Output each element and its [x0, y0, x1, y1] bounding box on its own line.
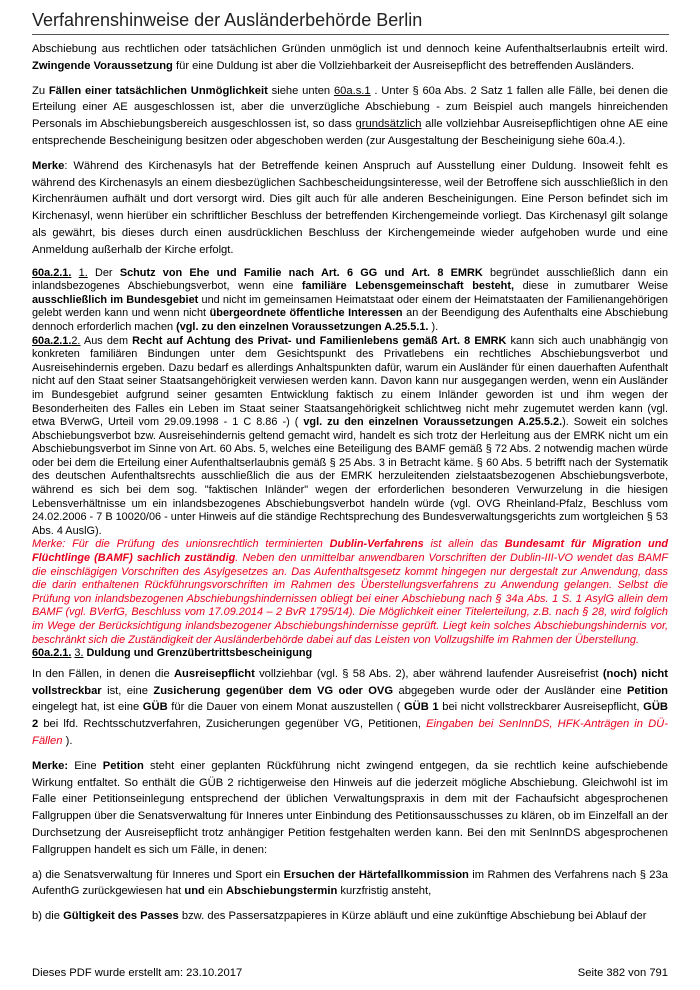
text-run: ein: [204, 885, 227, 898]
text-run: grundsätzlich: [355, 118, 422, 131]
paragraph: [32, 666, 668, 750]
text-run: eingelegt hat, ist eine: [32, 701, 143, 714]
text-run: und: [184, 885, 205, 898]
text-run: kann sich auch unabhängig von konkreten familiären Bindungen unter dem Gesichtspunkt des Privatlebens ein rechtliches Abschiebungsverbot und Ausreisehindernis ergeben. Dazu bedarf es allerdings Anhaltspunkten dafür, warum ein Ausländer für einen dauerhaften Aufenthalt nicht auf den Staat seiner Staatsangehörigkeit verwiesen werden kann. Davon kann nur ausgegangen werden, wenn ein Ausländer im Bundesgebiet aufgrund seiner gesamten Entwicklung faktisch zu einem Inländer geworden ist und ihm wegen der Besonderheiten des Falles ein Leben im Staat seiner Staatsangehörigkeit schlichtweg nicht mehr zugemutet werden kann (vgl. etwa BVerwG, Urteil vom 29.09.1998 - 1 C 8.86 -) (: [32, 334, 669, 429]
text-run: bzw. des Passersatzpapieres in Kürze abläuft und eine zukünftige Abschiebung bei Ablauf der: [178, 910, 647, 923]
text-run: Eingaben bei SenInnDS, HFK-Anträgen in DÜ-Fällen: [32, 718, 668, 747]
paragraph: [32, 908, 668, 925]
text-run: . Unter § 60a Abs. 2 Satz 1 fallen alle Fälle, bei denen die Erteilung einer AE ausgeschlossen ist, aber die unverzügliche Abschiebung - zum Beispiel auch mangels hinreichenden Personals im Abschiebungsbereich ausgeschlossen ist, so dass: [32, 84, 668, 131]
text-run: GÜB 1: [403, 701, 439, 714]
paragraph: [32, 867, 668, 901]
text-run: (vgl. zu den einzelnen Voraussetzungen A.25.5.1.: [176, 320, 429, 333]
text-run: steht einer geplanten Rückführung nicht zwingend entgegen, da sie rechtlich keine aufschiebende Wirkung entfaltet. So enthält die GÜB 2 richtigerweise den Hinweis auf die jederzeit mögliche Abschiebung. Gleichwohl ist im Falle einer Petitionseinlegung entsprechend der üblichen Verwaltungspraxis in dem mit der Fachaufsicht abgesprochenen Fallgruppen über die Senatsverwaltung für Inneres unter Einbindung des Petitionsausschusses zu klären, ob im Einzelfall an der Durchsetzung der Ausreisepflicht trotz anhängiger Petition festgehalten werden kann. Bei den mit SenInnDS abgesprochenen Fallgruppen handelt es sich um Fälle, in denen:: [32, 759, 669, 856]
paragraph: [32, 647, 668, 661]
page-header: [32, 9, 669, 35]
text-run: Duldung und Grenzübertrittsbescheinigung: [86, 647, 313, 660]
text-run: Merke:: [32, 759, 69, 772]
text-run: Merke: Für die Prüfung des unionsrechtlich terminierten: [32, 538, 330, 551]
paragraph: [32, 158, 668, 259]
text-run: 1.: [78, 266, 88, 279]
paragraph: [32, 267, 668, 335]
text-run: kurzfristig ansteht,: [337, 885, 432, 898]
text-run: für eine Duldung ist aber die Vollziehbarkeit der Ausreisepflicht des betreffenden Ausländers.: [172, 59, 635, 72]
text-run: im Rahmen des Verfahrens nach § 23a AufenthG zurückgewiesen hat: [32, 868, 668, 898]
text-run: Bundesamt für Migration und Flüchtlinge (BAMF) sachlich zuständig: [32, 538, 669, 565]
creation-date: Dieses PDF wurde erstellt am: 23.10.2017: [32, 967, 243, 979]
text-run: GÜB 2: [32, 701, 669, 731]
text-run: Abschiebungstermin: [226, 885, 338, 898]
text-run: ). Soweit ein solches Abschiebungsverbot bzw. Ausreisehindernis geltend gemacht wird, handelt es sich trotz der Herleitung aus der EMRK nicht um ein Abschiebungsverbot im Sinne von Art. 60 Abs. 5, welches eine Beteiligung des BAMF gemäß § 72 Abs. 2 notwendig machen würde oder bei dem die Erteilung einer Aufenthaltserlaubnis gemäß § 25 Abs. 3 in Betracht käme. § 60 Abs. 5 betrifft nach der Systematik des deutschen Aufenthaltsrechts ausschließlich die aus der EMRK herzuleitenden zielstaatsbezogenen Abschiebungsverbote, während es sich bei dem sog. "faktischen Inländer" wegen der erforderlichen besonderen Verwurzelung in die hiesigen Lebensverhältnisse um ein inlandsbezogenes Abschiebungsverbot handeln würde (vgl. OVG Rheinland-Pfalz, Beschluss vom 24.02.2006 - 7 B 10020/06 - unter Hinweis auf die ständige Rechtsprechung des Bundesverwaltungsgerichts zum wortgleichen § 53 Abs. 4 AuslG).: [32, 416, 668, 537]
text-run: Zu: [32, 84, 49, 97]
text-run: ).: [62, 734, 73, 747]
page-number: Seite 382 von 791: [577, 967, 668, 979]
text-run: alle vollziehbar Ausreisepflichtigen ohne AE eine entsprechende Bescheinigung besitzen oder abgeschoben werden (zur Ausgestaltung der Bescheinigung siehe 60a.4.).: [32, 118, 668, 147]
text-run: siehe unten: [267, 84, 334, 97]
text-run: [71, 267, 78, 279]
paragraph: [32, 41, 668, 75]
text-run: 3.: [74, 647, 84, 660]
text-run: Aus dem: [80, 334, 133, 347]
text-run: diese in zumutbarer Weise: [513, 280, 669, 293]
text-run: ausschließlich im Bundesgebiet: [32, 293, 199, 306]
text-run: an der Beendigung des Aufenthalts eine Abschiebung dennoch erforderlich machen: [32, 307, 668, 333]
text-run: 60a.2.1.: [32, 266, 72, 279]
text-run: a) die Senatsverwaltung für Inneres und Sport ein: [32, 868, 284, 881]
page-footer: [32, 966, 668, 980]
text-run: 60a.2.1.: [32, 647, 72, 660]
text-run: Dublin-Verfahrens: [329, 538, 424, 551]
text-run: bei nicht vollstreckbarer Ausreisepflicht,: [438, 701, 644, 714]
text-run: 2.: [71, 334, 81, 347]
text-run: Ausreisepflicht: [173, 667, 255, 680]
paragraph: [32, 758, 668, 859]
paragraph: [32, 538, 668, 647]
text-run: Recht auf Achtung des Privat- und Familienlebens gemäß Art. 8 EMRK: [132, 334, 507, 347]
text-run: Schutz von Ehe und Familie nach Art. 6 GG und Art. 8 EMRK: [119, 266, 483, 279]
text-run: GÜB: [142, 701, 168, 714]
text-run: Ersuchen der Härtefallkommission: [283, 868, 469, 881]
text-run: vollziehbar (vgl. § 58 Abs. 2), aber während laufender Ausreisefrist: [254, 667, 603, 680]
text-run: für die Dauer von einem Monat auszustellen (: [167, 701, 404, 714]
text-run: Zwingende Voraussetzung: [32, 59, 173, 72]
text-run: 60a.2.1.: [32, 334, 72, 347]
text-run: Der: [87, 266, 120, 279]
text-run: Eine: [68, 759, 103, 772]
text-run: : Während des Kirchenasyls hat der Betreffende keinen Anspruch auf Ausstellung einer Duldung. Insoweit fehlt es während des Kirchenasyls an einem diesbezüglichen Sachbescheidungsinteresse, weil der Betroffene sich ausschließlich in den Kirchenräumen aufhält und dort versorgt wird. Dies gilt auch für alle anderen Bescheinigungen. Eine Person befindet sich im Kirchenasyl, wenn hierüber ein schriftlicher Beschluss der betreffenden Kirchengemeinde vorliegt. Das Kirchenasyl gilt solange als gewährt, bis dieses durch einen ausdrücklichen Beschluss der Kirchengemeinde wieder aufgehoben wurde und eine Anmeldung außerhalb der Kirche erfolgt.: [32, 159, 668, 256]
text-run: b) die: [32, 910, 64, 923]
text-run: Zusicherung gegenüber dem VG oder OVG: [153, 684, 394, 697]
text-run: ist allein das: [423, 538, 505, 551]
document-body: [32, 41, 668, 933]
text-run: vgl. zu den einzelnen Voraussetzungen A.25.5.2.: [303, 416, 563, 429]
text-run: ).: [428, 320, 439, 333]
text-run: In den Fällen, in denen die: [32, 667, 174, 680]
text-run: (noch) nicht vollstreckbar: [32, 667, 668, 697]
text-run: Abschiebung aus rechtlichen oder tatsächlichen Gründen unmöglich ist und dennoch keine Aufenthaltserlaubnis erteilt wird.: [32, 43, 668, 55]
paragraph: [32, 335, 668, 539]
page-title: Verfahrenshinweise der Ausländerbehörde Berlin: [32, 10, 423, 30]
text-run: übergeordnete öffentliche Interessen: [209, 307, 403, 320]
text-run: abgegeben wurde oder der Ausländer eine: [393, 684, 627, 697]
text-run: und nicht im gemeinsamen Heimatstaat oder einem der Heimatstaaten der Familienangehörigen gelebt werden kann und wenn nicht: [32, 293, 668, 320]
text-run: Fällen einer tatsächlichen Unmöglichkeit: [48, 84, 268, 97]
text-run: Petition: [102, 759, 144, 772]
text-run: 60a.s.1: [333, 84, 371, 97]
text-run: Gültigkeit des Passes: [63, 910, 179, 923]
text-run: ist, eine: [101, 684, 154, 697]
text-run: bei lfd. Rechtsschutzverfahren, Zusicherungen gegenüber VG, Petitionen,: [38, 718, 427, 731]
text-run: Petition: [626, 684, 668, 697]
text-run: Merke: [32, 159, 65, 172]
text-run: begründet ausschließlich dann ein inlandsbezogenes Abschiebungsverbot, wenn eine: [32, 266, 669, 293]
text-run: familiäre Lebensgemeinschaft besteht,: [301, 280, 514, 293]
paragraph: [32, 83, 668, 150]
text-run: . Neben den unmittelbar anwendbaren Vorschriften der Dublin-III-VO wendet das BAMF die einschlägigen Vorschriften des Asylgesetzes an. Das Aufenthaltsgesetz kommt hingegen nur dergestalt zur Anwendung, dass die darin enthaltenen Rückführungsvorschriften im Rahmen des Überstellungsverfahrens zu Anwendung gelangen. Selbst die Prüfung von inlandsbezogenen Abschiebungshindernissen obliegt bei einer Abschiebung nach § 34a Abs. 1 S. 1 AsylG allein dem BAMF (vgl. BVerfG, Beschluss vom 17.09.2014 – 2 BvR 1795/14). Die Möglichkeit einer Titelerteilung, z.B. nach § 28, wird folglich im Wege der Berücksichtigung inlandsbezogener Abschiebungshindernisse geprüft. Liegt kein solches Abschiebungshindernis vor, beschränkt sich die Zuständigkeit der Ausländerbehörde dabei auf das Leisten von Vollzugshilfe im Rahmen der Überstellung.: [32, 552, 668, 646]
